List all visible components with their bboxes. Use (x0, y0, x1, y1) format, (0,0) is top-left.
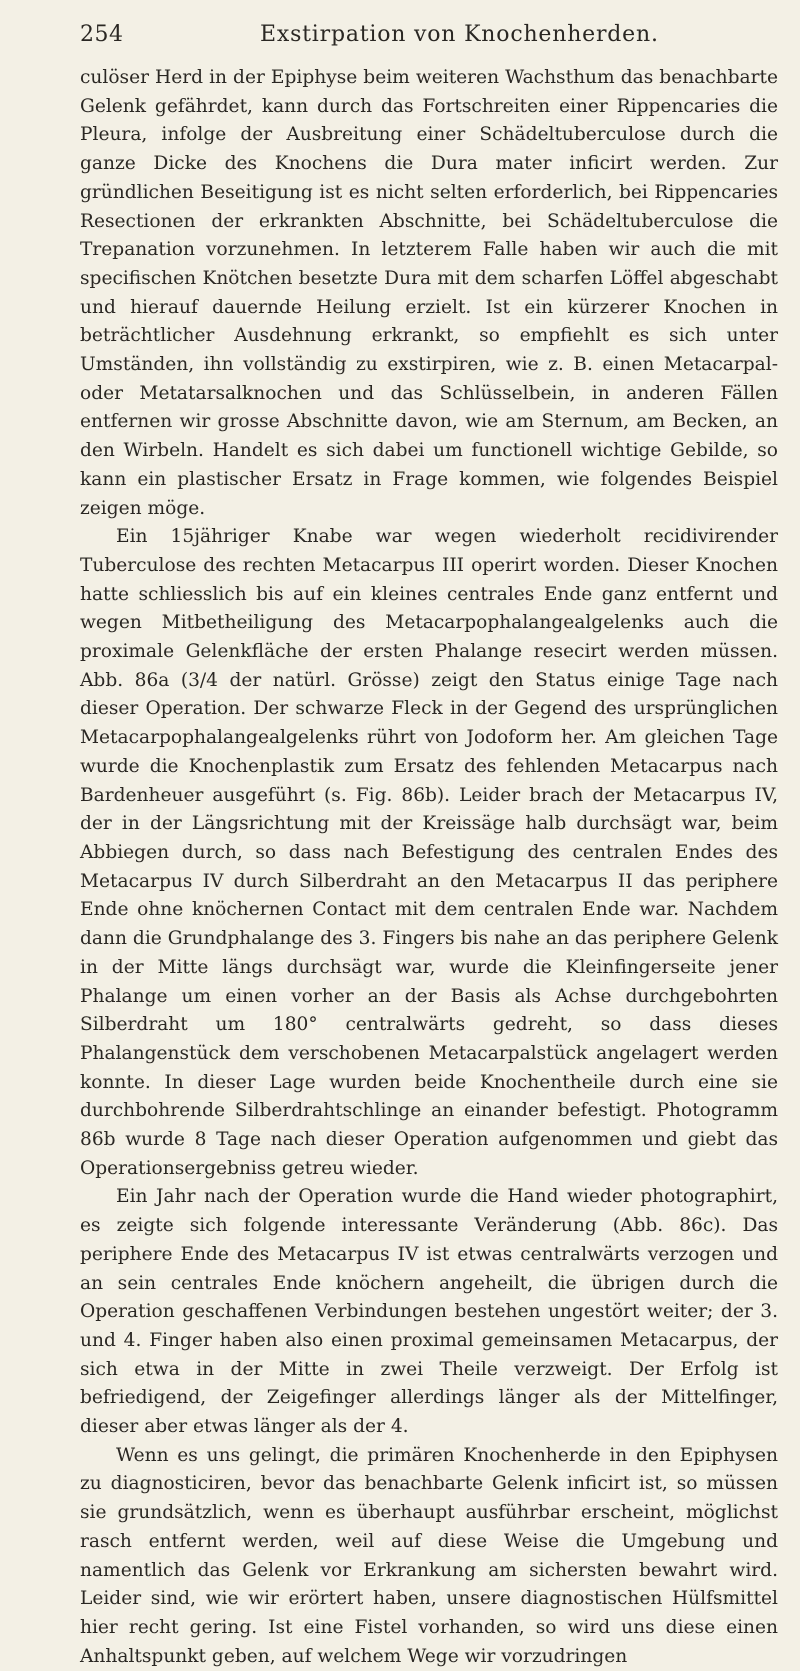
page-number: 254 (80, 22, 124, 47)
body-text (80, 64, 778, 1671)
running-title: Exstirpation von Knochenherden. (260, 22, 659, 47)
paragraph-3: Ein Jahr nach der Operation wurde die Hand wieder photographirt, es zeigte sich folgende interessante Veränderung (Abb. 86c). Das periphere Ende des Metacarpus IV ist etwas centralwärts verzogen und an sein centrales Ende knöchern angeheilt, die übrigen durch die Operation geschaffenen Verbindungen bestehen ungestört weiter; der 3. und 4. Finger haben also einen proximal gemeinsamen Metacarpus, der sich etwa in der Mitte in zwei Theile verzweigt. Der Erfolg ist befriedigend, der Zeigefinger allerdings länger als der Mittelfinger, dieser aber etwas länger als der 4. (80, 1186, 778, 1438)
paragraph-2: Ein 15jähriger Knabe war wegen wiederholt recidivirender Tuberculose des rechten Metacarpus III operirt worden. Dieser Knochen hatte schliesslich bis auf ein kleines centrales Ende ganz entfernt und wegen Mitbetheiligung des Metacarpophalangealgelenks auch die proximale Gelenkfläche der ersten Phalange resecirt werden müssen. Abb. 86a (3/4 der natürl. Grösse) zeigt den Status einige Tage nach dieser Operation. Der schwarze Fleck in der Gegend des ursprünglichen Metacarpophalangealgelenks rührt von Jodoform her. Am gleichen Tage wurde die Knochenplastik zum Ersatz des fehlenden Metacarpus nach Bardenheuer ausgeführt (s. Fig. 86b). Leider brach der Metacarpus IV, der in der Längsrichtung mit der Kreissäge halb durchsägt war, beim Abbiegen durch, so dass nach Befestigung des centralen Endes des Metacarpus IV durch Silberdraht an den Metacarpus II das periphere Ende ohne knöchernen Contact mit dem centralen Ende war. Nachdem dann die Grundphalange des 3. Fingers bis nahe an das periphere Gelenk in der Mitte längs durchsägt war, wurde die Kleinfingerseite jener Phalange um einen vorher an der Basis als Achse durchgebohrten Silberdraht um 180° centralwärts gedreht, so dass dieses Phalangenstück dem verschobenen Metacarpalstück angelagert werden konnte. In dieser Lage wurden beide Knochentheile durch eine sie durchbohrende Silberdrahtschlinge an einander befestigt. Photogramm 86b wurde 8 Tage nach dieser Operation aufgenommen und giebt das Operationsergebniss getreu wieder. (80, 526, 778, 1179)
paragraph-4: Wenn es uns gelingt, die primären Knochenherde in den Epiphysen zu diagnosticiren, bevor das benachbarte Gelenk inficirt ist, so müssen sie grundsätzlich, wenn es überhaupt ausführbar erscheint, möglichst rasch entfernt werden, weil auf diese Weise die Umgebung und namentlich das Gelenk vor Erkrankung am sichersten bewahrt wird. Leider sind, wie wir erörtert haben, unsere diagnostischen Hülfsmittel hier recht gering. Ist eine Fistel vorhanden, so wird uns diese einen Anhaltspunkt geben, auf welchem Wege wir vorzudringen (80, 1444, 778, 1667)
paragraph-1: culöser Herd in der Epiphyse beim weiteren Wachsthum das benachbarte Gelenk gefährdet, kann durch das Fortschreiten einer Rippencaries die Pleura, infolge der Ausbreitung einer Schädeltuberculose durch die ganze Dicke des Knochens die Dura mater inficirt werden. Zur gründlichen Beseitigung ist es nicht selten erforderlich, bei Rippencaries Resectionen der erkrankten Abschnitte, bei Schädeltuberculose die Trepanation vorzunehmen. In letzterem Falle haben wir auch die mit specifischen Knötchen besetzte Dura mit dem scharfen Löffel abgeschabt und hierauf dauernde Heilung erzielt. Ist ein kürzerer Knochen in beträchtlicher Ausdehnung erkrankt, so empfiehlt es sich unter Umständen, ihn vollständig zu exstirpiren, wie z. B. einen Metacarpal- oder Metatarsalknochen und das Schlüsselbein, in anderen Fällen entfernen wir grosse Abschnitte davon, wie am Sternum, am Becken, an den Wirbeln. Handelt es sich dabei um functionell wichtige Gebilde, so kann ein plastischer Ersatz in Frage kommen, wie folgendes Beispiel zeigen möge. (80, 67, 778, 519)
page-header (80, 22, 778, 56)
